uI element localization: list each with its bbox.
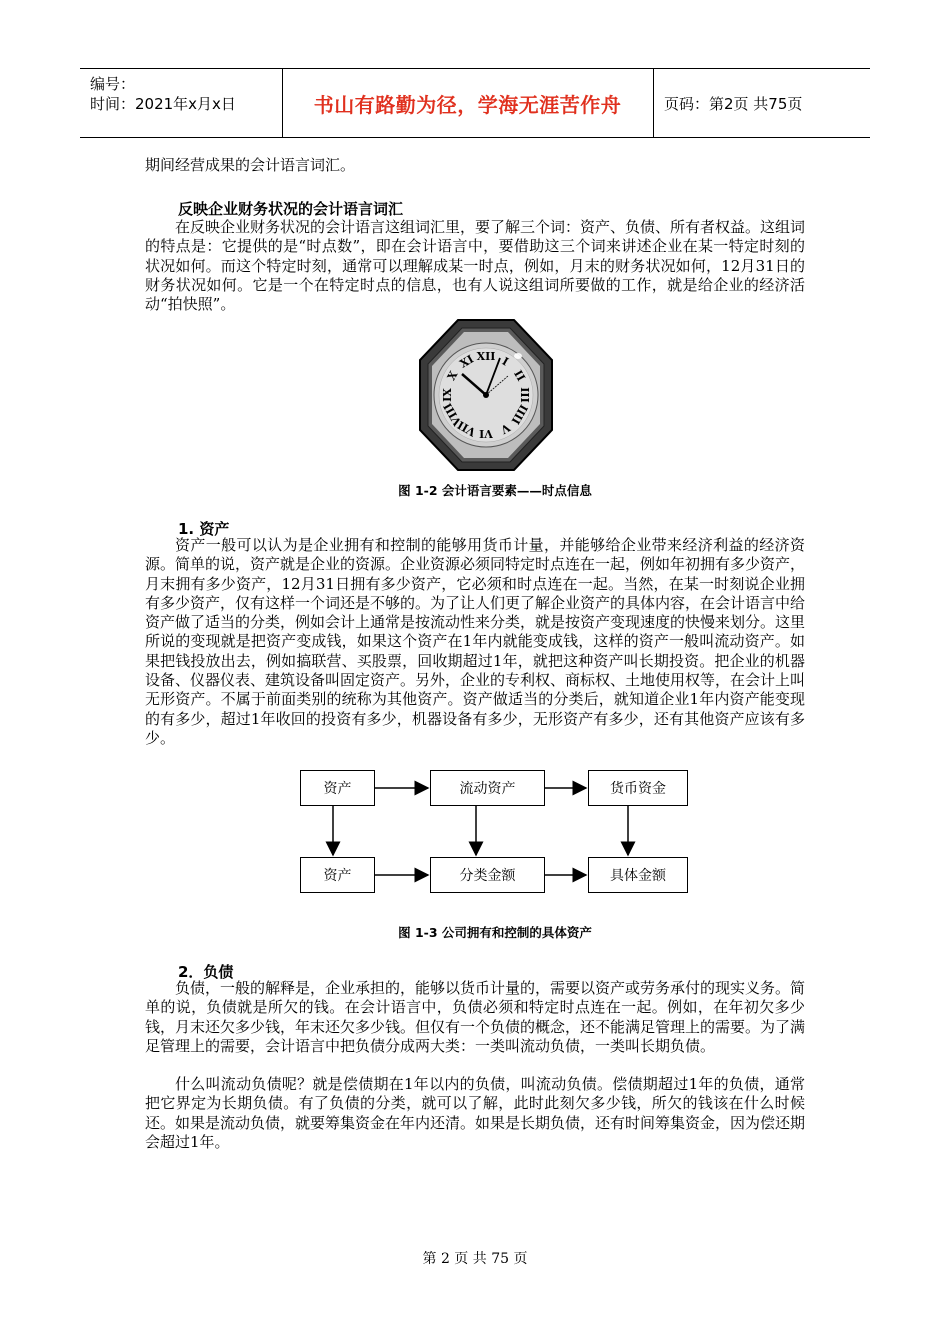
flow-box-assets-2: 资产 [300, 857, 375, 893]
flow-box-specific-amount: 具体金额 [588, 857, 688, 893]
header-meta-cell [80, 69, 283, 137]
doc-number-label: 编号： [90, 75, 136, 93]
paragraph-liabilities: 负债，一般的解释是，企业承担的，能够以货币计量的，需要以资产或劳务承付的现实义务。简单的说，负债就是所欠的钱。在会计语言中，负债必须和特定时点连在一起。例如，在年初欠多少钱，月末还欠多少钱，年末还欠多少钱。但仅有一个负债的概念，还不能满足管理上的需要。为了满足管理上的需要，会计语言中把负债分成两大类：一类叫流动负债，一类叫长期负债。 [145, 979, 806, 1055]
figure-caption-1-2: 图 1-2 会计语言要素——时点信息 [398, 483, 592, 498]
flow-box-assets: 资产 [300, 770, 375, 806]
header-motto-cell [282, 69, 654, 137]
clock-numeral: IX [441, 388, 454, 402]
flow-box-cash: 货币资金 [588, 770, 688, 806]
page-header [80, 68, 870, 138]
paragraph-assets: 资产一般可以认为是企业拥有和控制的能够用货币计量，并能够给企业带来经济利益的经济资源。简单的说，资产就是企业的资源。企业资源必须同特定时点连在一起，例如年初拥有多少资产，月末拥有多少资产，12月31日拥有多少资产，它必须和时点连在一起。当然，在某一时刻说企业拥有多少资产，仅有这样一个词还是不够的。为了让人们更了解企业资产的具体内容，在会计语言中给资产做了适当的分类，例如会计上通常是按流动性来分类，就是按资产变现速度的快慢来划分。这里所说的变现就是把资产变成钱，如果这个资产在1年内就能变成钱，这样的资产一般叫流动资产。如果把钱投放出去，例如搞联营、买股票，回收期超过1年，就把这种资产叫长期投资。把企业的机器设备、仪器仪表、建筑设备叫固定资产。另外，企业的专利权、商标权、土地使用权等，在会计上叫无形资产。不属于前面类别的统称为其他资产。资产做适当的分类后，就知道企业1年内资产能变现的有多少，超过1年收回的投资有多少，机器设备有多少，无形资产有多少，还有其他资产应该有多少。 [145, 536, 806, 747]
clock-numeral: VII [455, 418, 479, 439]
figure-caption-1-3: 图 1-3 公司拥有和控制的具体资产 [398, 925, 592, 940]
clock-numeral: IIII [508, 402, 531, 427]
clock-numeral: I [499, 354, 511, 369]
flow-box-classified-amount: 分类金额 [430, 857, 545, 893]
clock-numeral: VI [479, 427, 493, 440]
paragraph-intro: 期间经营成果的会计语言词汇。 [145, 156, 356, 174]
clock-numeral: V [498, 420, 513, 437]
clock-numeral: II [511, 368, 528, 384]
section-heading-assets: 1. 资产 [178, 520, 230, 538]
clock-illustration [418, 318, 554, 472]
page-info: 页码：第2页 共75页 [664, 94, 803, 113]
clock-numeral: XII [476, 350, 496, 363]
section-heading-financial-position: 反映企业财务状况的会计语言词汇 [178, 200, 404, 218]
motto-text: 书山有路勤为径，学海无涯苦作舟 [313, 92, 622, 117]
flow-box-current-assets: 流动资产 [430, 770, 545, 806]
page-footer: 第 2 页 共 75 页 [422, 1251, 528, 1267]
header-page-cell [654, 69, 870, 137]
clock-numeral: X [444, 368, 461, 383]
paragraph-current-liabilities: 什么叫流动负债呢？就是偿债期在1年以内的负债，叫流动负债。偿债期超过1年的负债，通常把它界定为长期负债。有了负债的分类，就可以了解，此时此刻欠多少钱，所欠的钱该在什么时候还。如果是流动负债，就要筹集资金在年内还清。如果是长期负债，还有时间筹集资金，因为偿还期会超过1年。 [145, 1075, 806, 1151]
clock-numeral: XI [457, 352, 476, 371]
clock-numeral: III [518, 387, 531, 403]
doc-time-label: 时间：2021年x月x日 [90, 95, 236, 113]
clock-numeral: VIII [441, 400, 465, 428]
section-heading-liabilities: 2．负债 [178, 963, 234, 981]
paragraph-financial-position: 在反映企业财务状况的会计语言这组词汇里，要了解三个词：资产、负债、所有者权益。这组词的特点是：它提供的是“时点数”，即在会计语言中，要借助这三个词来讲述企业在某一特定时刻的状况如何。而这个特定时刻，通常可以理解成某一时点，例如，月末的财务状况如何，12月31日的财务状况如何。它是一个在特定时点的信息，也有人说这组词所要做的工作，就是给企业的经济活动“拍快照”。 [145, 218, 806, 314]
